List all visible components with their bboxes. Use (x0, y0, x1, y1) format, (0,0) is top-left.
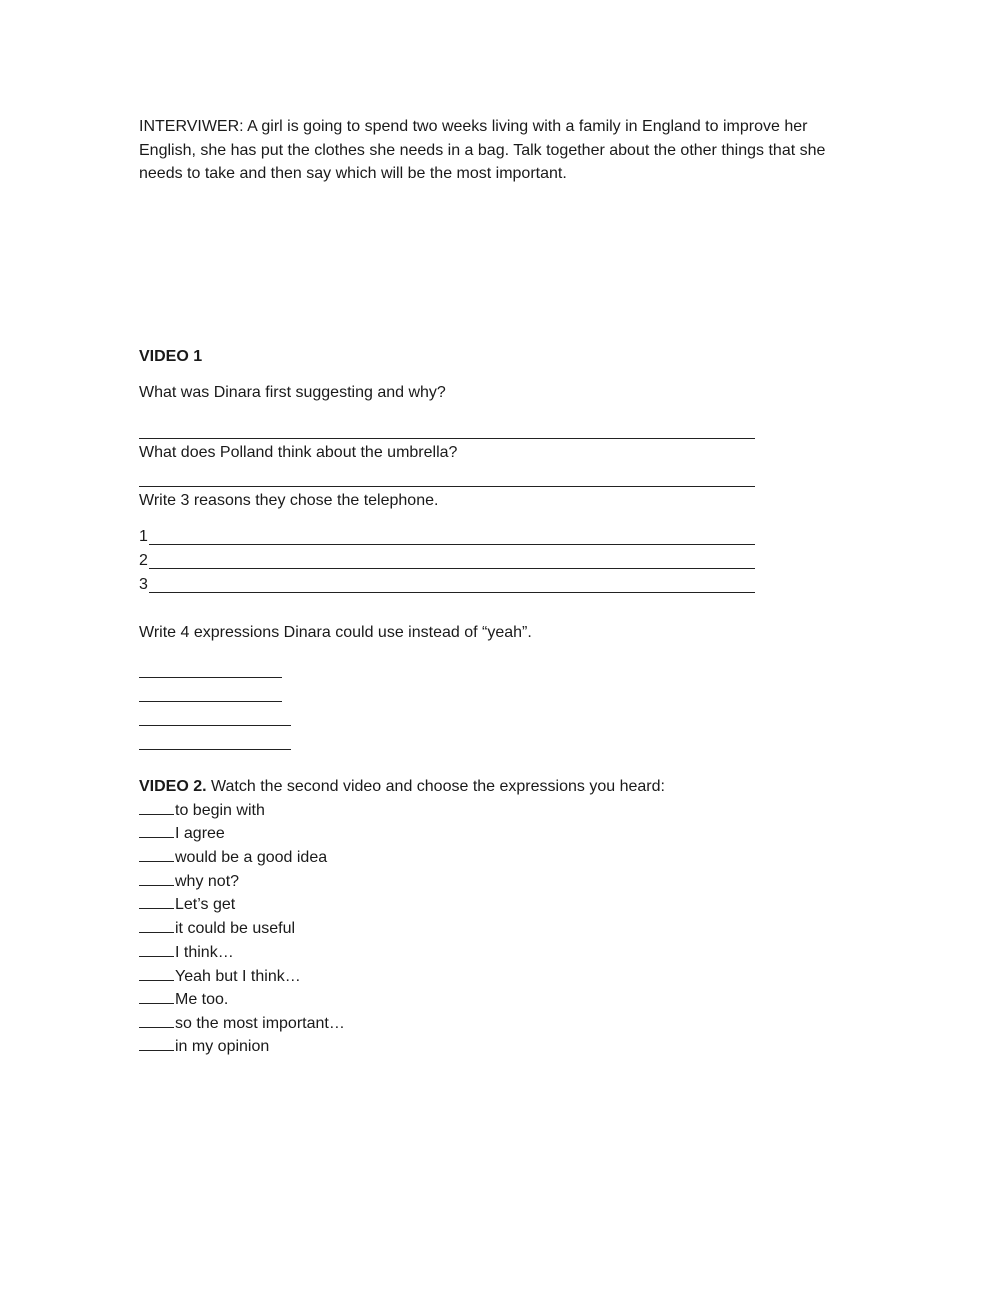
option-blank[interactable] (139, 823, 174, 838)
expression-option: I think… (139, 941, 234, 965)
option-blank[interactable] (139, 989, 174, 1004)
expression-option: Let’s get (139, 893, 235, 917)
expression-option: it could be useful (139, 917, 295, 941)
video1-question-1: What was Dinara first suggesting and why? (139, 384, 446, 401)
video2-instruction (139, 775, 665, 799)
expression-option: would be a good idea (139, 846, 327, 870)
expression-option: I agree (139, 822, 225, 846)
expression-line-1[interactable] (139, 677, 282, 678)
reason-line-2[interactable] (149, 568, 755, 569)
reason-line-1[interactable] (149, 544, 755, 545)
reason-number-3: 3 (139, 576, 148, 593)
expression-option: why not? (139, 870, 239, 894)
option-blank[interactable] (139, 847, 174, 862)
reason-number-2: 2 (139, 552, 148, 569)
option-blank[interactable] (139, 1036, 174, 1051)
option-blank[interactable] (139, 918, 174, 933)
option-blank[interactable] (139, 966, 174, 981)
expression-option: so the most important… (139, 1012, 345, 1036)
video1-question-3: Write 3 reasons they chose the telephone. (139, 492, 439, 509)
video2-instruction-text: Watch the second video and choose the expressions you heard: (206, 778, 665, 795)
expression-option: in my opinion (139, 1035, 269, 1059)
video2-heading: VIDEO 2. (139, 778, 207, 795)
video1-question-4: Write 4 expressions Dinara could use instead of “yeah”. (139, 624, 532, 641)
option-blank[interactable] (139, 1013, 174, 1028)
video1-question-2: What does Polland think about the umbrella? (139, 444, 458, 461)
expression-line-3[interactable] (139, 725, 291, 726)
answer-line-q1[interactable] (139, 438, 755, 439)
option-blank[interactable] (139, 942, 174, 957)
interviewer-prompt: INTERVIWER: A girl is going to spend two weeks living with a family in England to improve her English, she has put the clothes she needs in a bag. Talk together about the other things that she needs to take and then say which will be the most important. (139, 118, 826, 182)
option-blank[interactable] (139, 800, 174, 815)
video1-heading: VIDEO 1 (139, 348, 203, 365)
answer-line-q2[interactable] (139, 486, 755, 487)
reason-line-3[interactable] (149, 592, 755, 593)
option-blank[interactable] (139, 871, 174, 886)
expression-line-4[interactable] (139, 749, 291, 750)
option-blank[interactable] (139, 894, 174, 909)
expression-option: to begin with (139, 799, 265, 823)
expression-option: Yeah but I think… (139, 965, 301, 989)
expression-option: Me too. (139, 988, 228, 1012)
expression-line-2[interactable] (139, 701, 282, 702)
reason-number-1: 1 (139, 528, 148, 545)
